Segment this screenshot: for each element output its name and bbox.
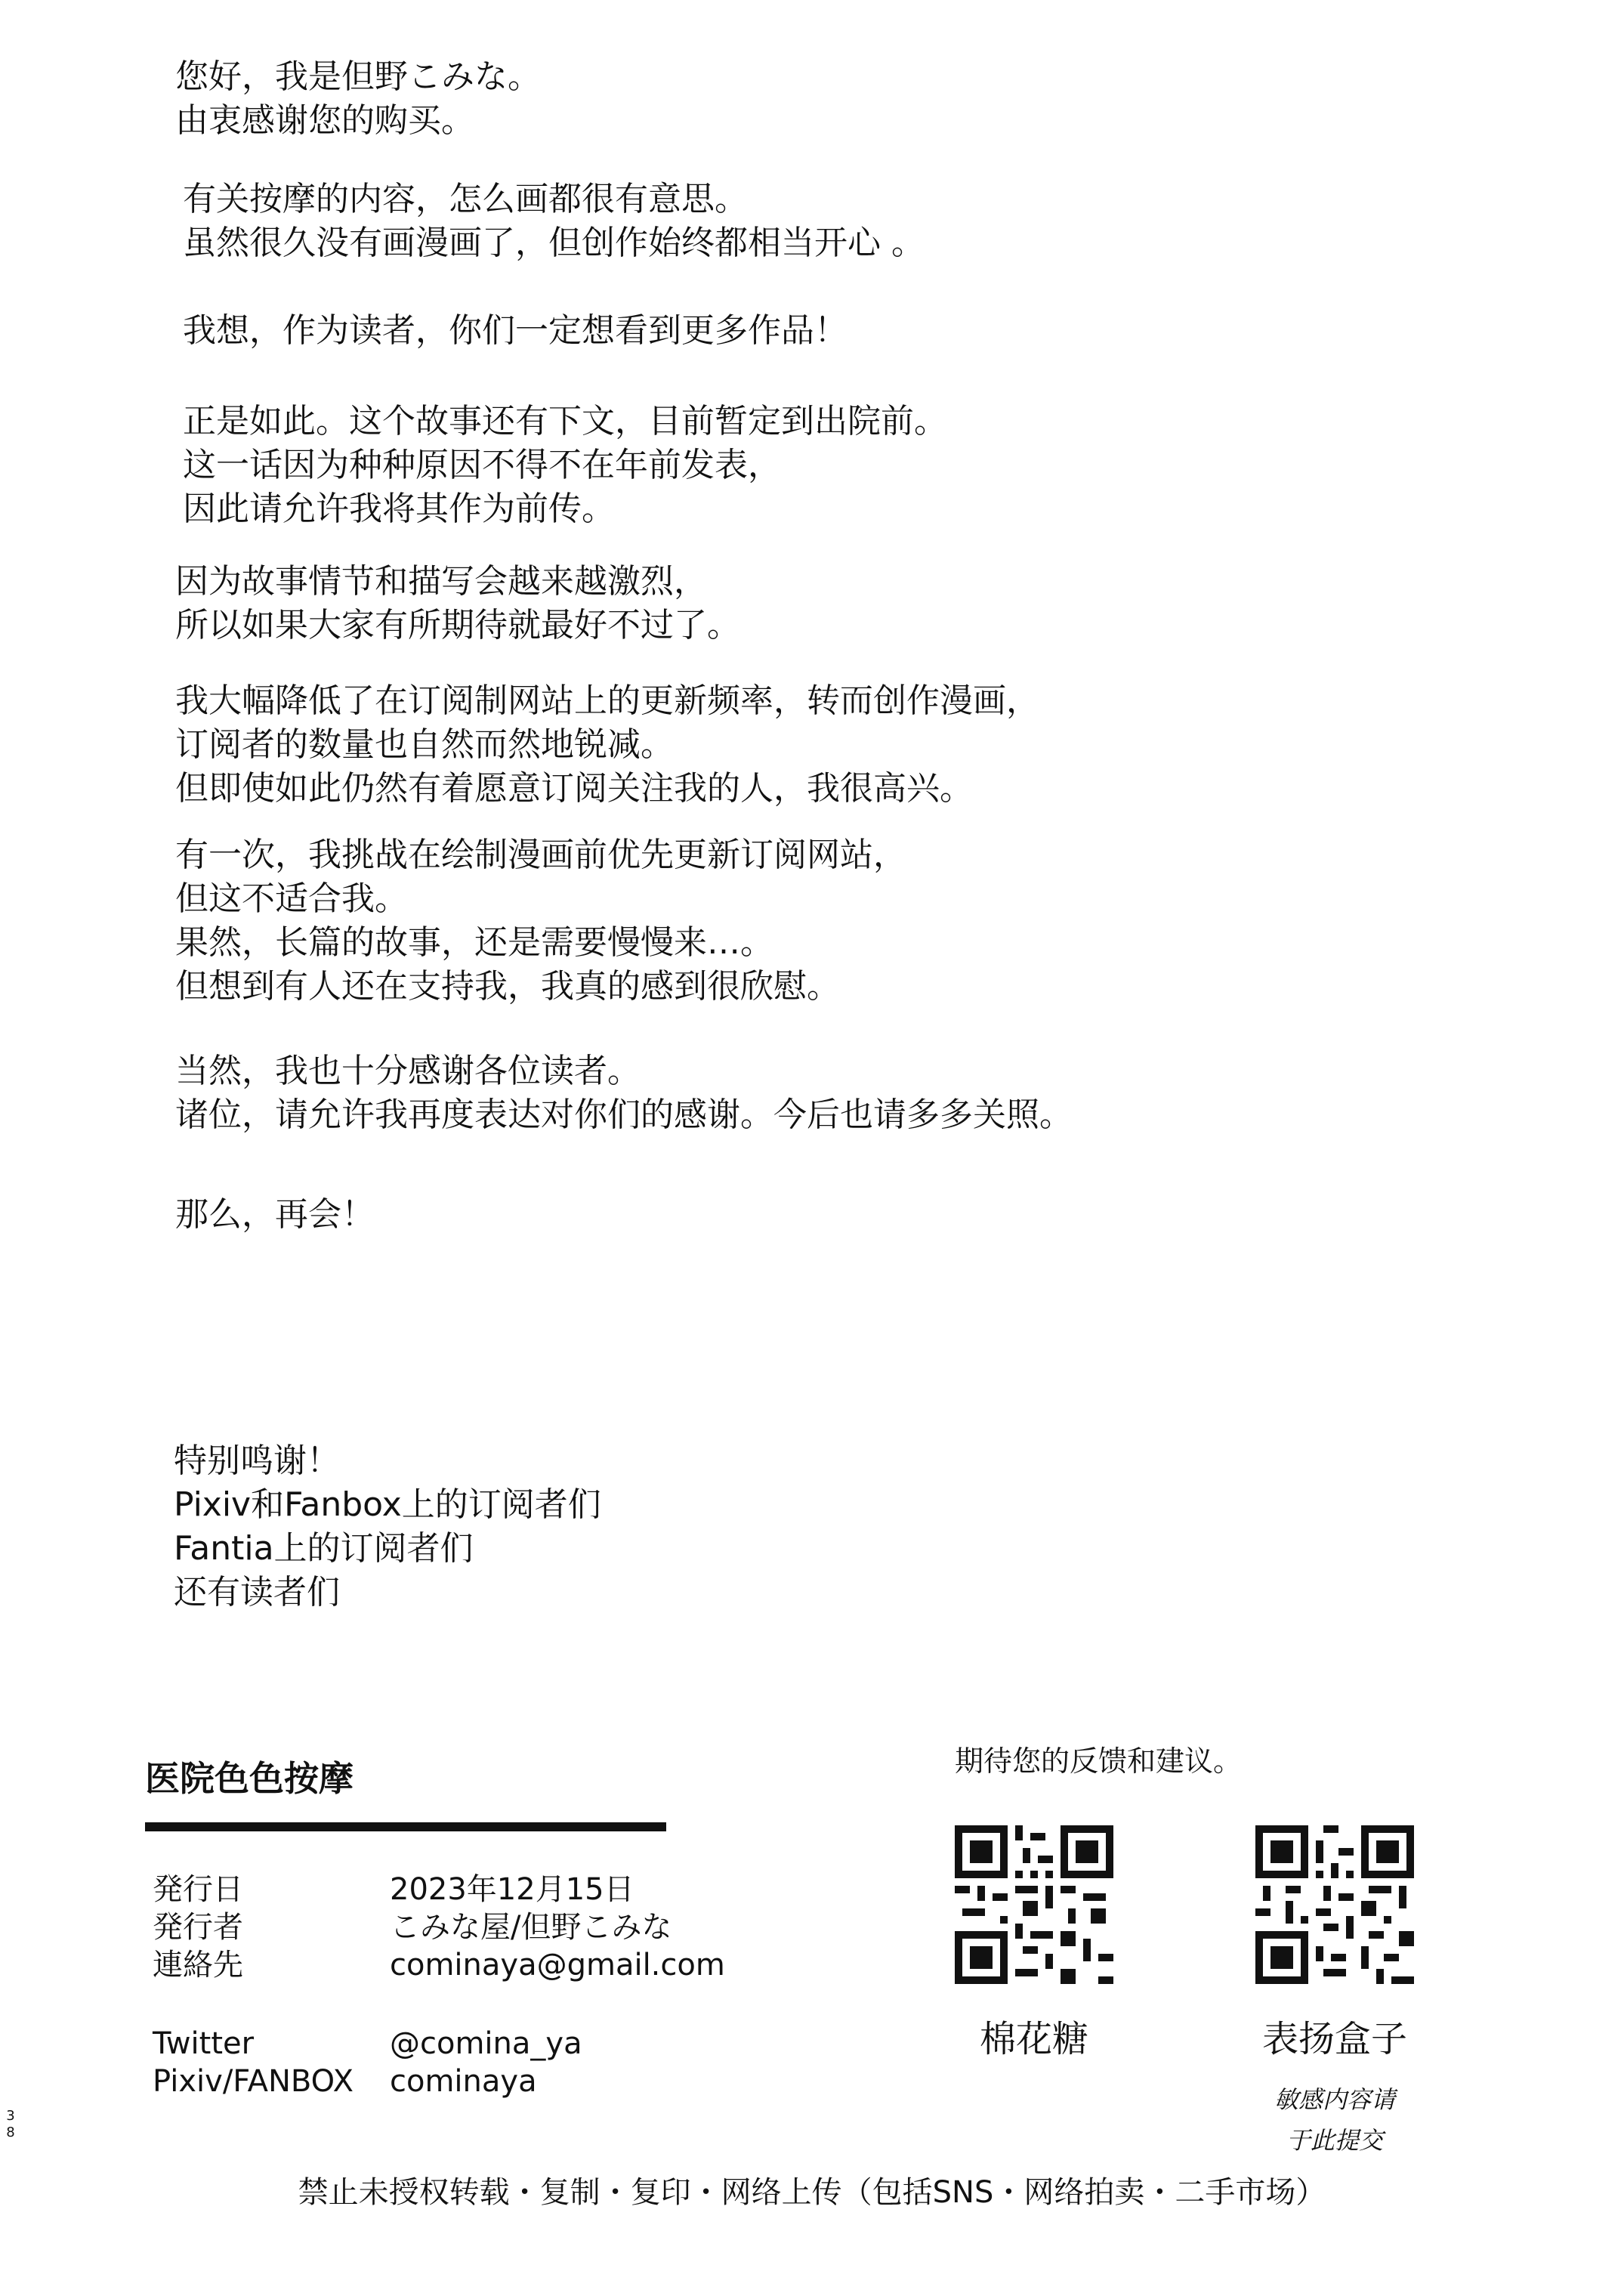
letter-line: 您好，我是但野こみな。 xyxy=(175,57,541,96)
letter-line: 虽然很久没有画漫画了，但创作始终都相当开心 。 xyxy=(183,224,925,262)
letter-line: 所以如果大家有所期待就最好不过了。 xyxy=(175,606,740,644)
letter-line: 正是如此。这个故事还有下文，目前暂定到出院前。 xyxy=(183,402,947,440)
letter-line: 但即使如此仍然有着愿意订阅关注我的人，我很高兴。 xyxy=(175,769,973,808)
info-value: 2023年12月15日 xyxy=(390,1872,634,1907)
handwritten-note-line2: 于此提交 xyxy=(1286,2126,1383,2155)
info-label: 発行日 xyxy=(153,1872,243,1907)
qr-label-praise-box: 表扬盒子 xyxy=(1261,2018,1407,2060)
letter-line: 那么，再会！ xyxy=(175,1195,375,1234)
info-label: Pixiv/FANBOX xyxy=(153,2064,354,2099)
letter-line: 果然，长篇的故事，还是需要慢慢来…。 xyxy=(175,923,773,962)
info-label: 発行者 xyxy=(153,1910,243,1945)
qr-label-marshmallow: 棉花糖 xyxy=(979,2018,1088,2060)
info-value-email: cominaya@gmail.com xyxy=(390,1948,725,1982)
feedback-label: 期待您的反馈和建议。 xyxy=(955,1744,1243,1778)
letter-line: 这一话因为种种原因不得不在年前发表， xyxy=(183,446,781,484)
qr-code-praise-box[interactable] xyxy=(1255,1825,1414,1984)
book-title: 医院色色按摩 xyxy=(145,1758,354,1799)
letter-line: 因为故事情节和描写会越来越激烈， xyxy=(175,562,707,601)
thanks-line: 还有读者们 xyxy=(174,1573,340,1612)
thanks-line: Pixiv和Fanbox上的订阅者们 xyxy=(174,1485,601,1524)
info-value: こみな屋/但野こみな xyxy=(390,1910,672,1945)
letter-line: 有一次，我挑战在绘制漫画前优先更新订阅网站， xyxy=(175,836,906,874)
letter-line: 订阅者的数量也自然而然地锐减。 xyxy=(175,725,674,764)
letter-line: 因此请允许我将其作为前传。 xyxy=(183,490,615,528)
letter-line: 诸位，请允许我再度表达对你们的感谢。今后也请多多关照。 xyxy=(175,1096,1073,1134)
thanks-line: Fantia上的订阅者们 xyxy=(174,1529,474,1568)
page-number-digits: 38 xyxy=(6,2108,15,2140)
info-label: Twitter xyxy=(153,2026,255,2061)
letter-line: 但这不适合我。 xyxy=(175,879,408,918)
letter-line: 当然，我也十分感谢各位读者。 xyxy=(175,1052,641,1090)
letter-line: 但想到有人还在支持我，我真的感到很欣慰。 xyxy=(175,967,840,1006)
page-number xyxy=(3,2108,18,2141)
letter-line: 我大幅降低了在订阅制网站上的更新频率，转而创作漫画， xyxy=(175,681,1039,720)
handwritten-note-line1: 敏感内容请 xyxy=(1274,2085,1395,2114)
title-rule xyxy=(145,1822,666,1831)
letter-line: 有关按摩的内容，怎么画都很有意思。 xyxy=(183,180,748,218)
thanks-line: 特别鸣谢！ xyxy=(174,1442,340,1480)
info-label: 連絡先 xyxy=(153,1948,243,1982)
letter-line: 我想，作为读者，你们一定想看到更多作品！ xyxy=(183,311,848,350)
letter-line: 由衷感谢您的购买。 xyxy=(175,101,474,140)
qr-code-marshmallow[interactable] xyxy=(955,1825,1113,1984)
info-value-pixiv: cominaya xyxy=(390,2064,537,2099)
info-value-twitter: @comina_ya xyxy=(390,2026,582,2061)
copyright-notice: 禁止未授权转载・复制・复印・网络上传（包括SNS・网络拍卖・二手市场） xyxy=(298,2175,1326,2210)
